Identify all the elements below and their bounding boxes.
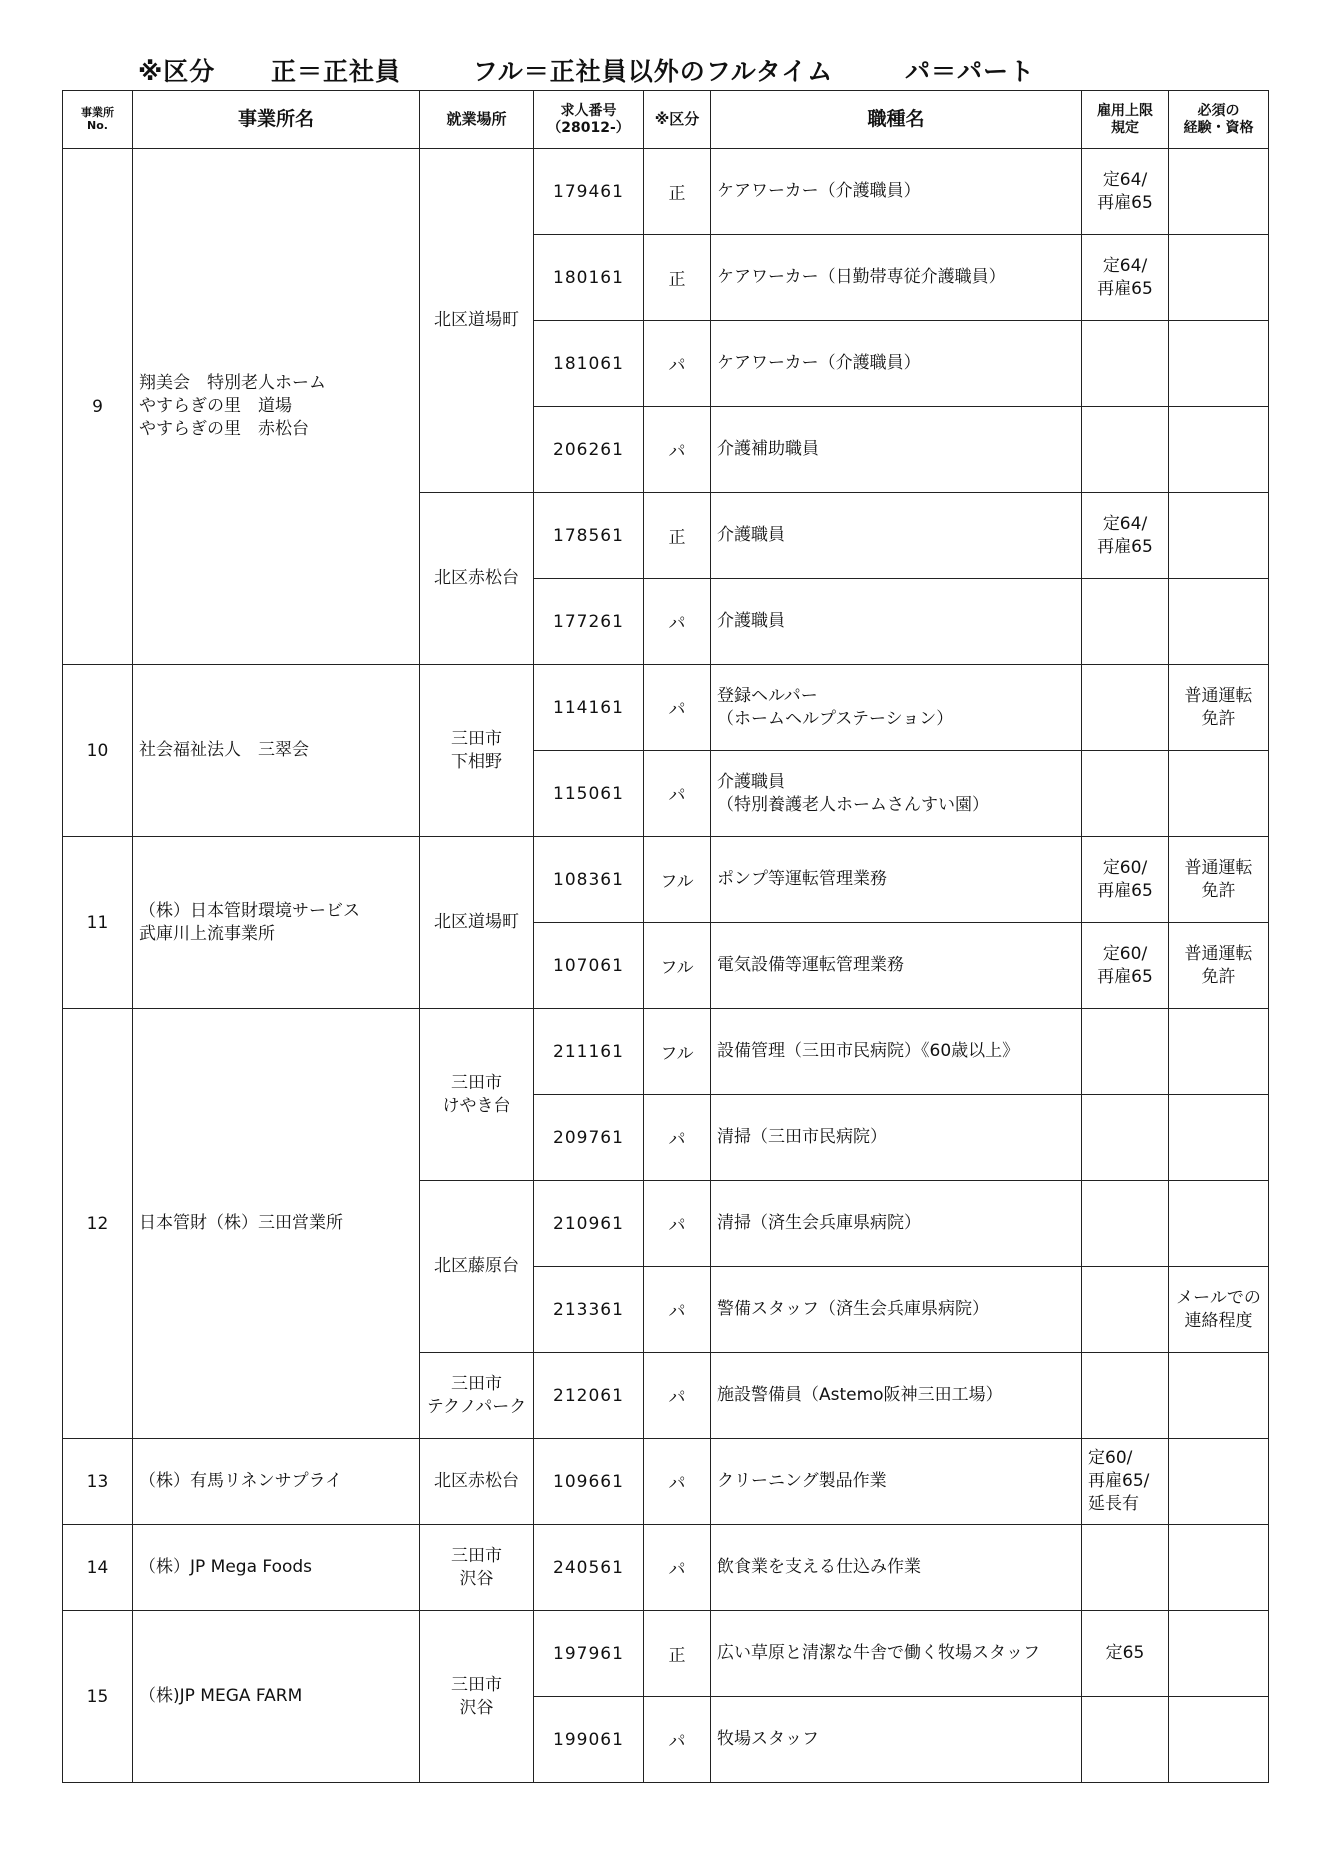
job-title: 設備管理（三田市民病院）《60歳以上》 — [711, 1009, 1082, 1095]
requirements — [1169, 751, 1269, 837]
employment-limit — [1082, 1525, 1169, 1611]
header-job-number: 求人番号 （28012-） — [534, 91, 644, 149]
job-title: 介護職員 （特別養護老人ホームさんすい園） — [711, 751, 1082, 837]
table-row — [63, 149, 1269, 235]
work-location: 北区赤松台 — [420, 493, 534, 665]
work-location: 三田市 沢谷 — [420, 1611, 534, 1783]
employment-limit — [1082, 1095, 1169, 1181]
table-row — [63, 1009, 1269, 1095]
employment-limit: 定60/ 再雇65 — [1082, 837, 1169, 923]
legend-full: フル＝正社員以外のフルタイム — [472, 57, 834, 86]
job-number: 114161 — [534, 665, 644, 751]
job-title: ケアワーカー（日勤帯専従介護職員） — [711, 235, 1082, 321]
requirements: 普通運転 免許 — [1169, 665, 1269, 751]
kubun-legend — [138, 52, 1035, 90]
table-row — [63, 1439, 1269, 1525]
kubun: パ — [644, 751, 711, 837]
job-number: 178561 — [534, 493, 644, 579]
kubun: フル — [644, 1009, 711, 1095]
job-title: 警備スタッフ（済生会兵庫県病院） — [711, 1267, 1082, 1353]
job-listing-table — [62, 90, 1269, 1783]
legend-title: ※区分 — [138, 57, 216, 86]
employment-limit — [1082, 407, 1169, 493]
office-no: 11 — [63, 837, 133, 1009]
employment-limit — [1082, 321, 1169, 407]
job-number: 240561 — [534, 1525, 644, 1611]
office-name: 日本管財（株）三田営業所 — [133, 1009, 420, 1439]
work-location: 三田市 沢谷 — [420, 1525, 534, 1611]
kubun: 正 — [644, 235, 711, 321]
work-location: 北区道場町 — [420, 149, 534, 493]
office-name: 社会福祉法人 三翠会 — [133, 665, 420, 837]
job-title: クリーニング製品作業 — [711, 1439, 1082, 1525]
requirements — [1169, 493, 1269, 579]
kubun: パ — [644, 1439, 711, 1525]
employment-limit — [1082, 1009, 1169, 1095]
job-title: 介護補助職員 — [711, 407, 1082, 493]
header-office-no: 事業所 No. — [63, 91, 133, 149]
office-name: （株）日本管財環境サービス 武庫川上流事業所 — [133, 837, 420, 1009]
work-location: 北区道場町 — [420, 837, 534, 1009]
work-location: 北区藤原台 — [420, 1181, 534, 1353]
employment-limit: 定60/ 再雇65/ 延長有 — [1082, 1439, 1169, 1525]
employment-limit: 定64/ 再雇65 — [1082, 235, 1169, 321]
requirements — [1169, 1009, 1269, 1095]
requirements — [1169, 321, 1269, 407]
table-row — [63, 837, 1269, 923]
requirements — [1169, 407, 1269, 493]
office-name: （株）有馬リネンサプライ — [133, 1439, 420, 1525]
work-location: 三田市 けやき台 — [420, 1009, 534, 1181]
requirements — [1169, 235, 1269, 321]
office-no: 10 — [63, 665, 133, 837]
job-title: 清掃（済生会兵庫県病院） — [711, 1181, 1082, 1267]
job-title: 登録ヘルパー （ホームヘルプステーション） — [711, 665, 1082, 751]
work-location: 三田市 下相野 — [420, 665, 534, 837]
employment-limit: 定65 — [1082, 1611, 1169, 1697]
job-title: 牧場スタッフ — [711, 1697, 1082, 1783]
job-number: 206261 — [534, 407, 644, 493]
employment-limit — [1082, 1353, 1169, 1439]
job-number: 109661 — [534, 1439, 644, 1525]
kubun: パ — [644, 579, 711, 665]
requirements — [1169, 579, 1269, 665]
requirements — [1169, 1181, 1269, 1267]
job-title: ケアワーカー（介護職員） — [711, 149, 1082, 235]
kubun: パ — [644, 321, 711, 407]
kubun: パ — [644, 665, 711, 751]
kubun: 正 — [644, 1611, 711, 1697]
kubun: フル — [644, 923, 711, 1009]
table-row — [63, 1611, 1269, 1697]
job-title: 施設警備員（Astemo阪神三田工場） — [711, 1353, 1082, 1439]
kubun: パ — [644, 1181, 711, 1267]
header-kubun: ※区分 — [644, 91, 711, 149]
header-location: 就業場所 — [420, 91, 534, 149]
kubun: パ — [644, 407, 711, 493]
office-no: 13 — [63, 1439, 133, 1525]
office-name: （株）JP Mega Foods — [133, 1525, 420, 1611]
office-no: 15 — [63, 1611, 133, 1783]
job-title: 介護職員 — [711, 493, 1082, 579]
legend-part: パ＝パート — [905, 57, 1036, 86]
requirements — [1169, 1353, 1269, 1439]
requirements — [1169, 1439, 1269, 1525]
requirements — [1169, 1611, 1269, 1697]
office-no: 9 — [63, 149, 133, 665]
employment-limit — [1082, 1181, 1169, 1267]
job-number: 115061 — [534, 751, 644, 837]
legend-seishain: 正＝正社員 — [271, 57, 402, 86]
kubun: 正 — [644, 493, 711, 579]
job-number: 211161 — [534, 1009, 644, 1095]
job-title: 広い草原と清潔な牛舎で働く牧場スタッフ — [711, 1611, 1082, 1697]
header-requirements: 必須の 経験・資格 — [1169, 91, 1269, 149]
office-name: （株)JP MEGA FARM — [133, 1611, 420, 1783]
kubun: パ — [644, 1267, 711, 1353]
kubun: 正 — [644, 149, 711, 235]
table-row — [63, 665, 1269, 751]
office-no: 14 — [63, 1525, 133, 1611]
job-number: 210961 — [534, 1181, 644, 1267]
job-title: ポンプ等運転管理業務 — [711, 837, 1082, 923]
requirements — [1169, 149, 1269, 235]
job-title: 飲食業を支える仕込み作業 — [711, 1525, 1082, 1611]
office-no: 12 — [63, 1009, 133, 1439]
employment-limit — [1082, 1267, 1169, 1353]
work-location: 三田市 テクノパーク — [420, 1353, 534, 1439]
employment-limit: 定64/ 再雇65 — [1082, 493, 1169, 579]
requirements: 普通運転 免許 — [1169, 923, 1269, 1009]
job-number: 180161 — [534, 235, 644, 321]
header-office-name: 事業所名 — [133, 91, 420, 149]
employment-limit: 定64/ 再雇65 — [1082, 149, 1169, 235]
job-number: 213361 — [534, 1267, 644, 1353]
job-title: 介護職員 — [711, 579, 1082, 665]
job-number: 197961 — [534, 1611, 644, 1697]
job-number: 209761 — [534, 1095, 644, 1181]
employment-limit — [1082, 1697, 1169, 1783]
requirements — [1169, 1697, 1269, 1783]
kubun: パ — [644, 1095, 711, 1181]
job-number: 108361 — [534, 837, 644, 923]
header-job-title: 職種名 — [711, 91, 1082, 149]
requirements — [1169, 1525, 1269, 1611]
job-number: 181061 — [534, 321, 644, 407]
kubun: パ — [644, 1697, 711, 1783]
job-title: ケアワーカー（介護職員） — [711, 321, 1082, 407]
work-location: 北区赤松台 — [420, 1439, 534, 1525]
job-number: 199061 — [534, 1697, 644, 1783]
kubun: パ — [644, 1353, 711, 1439]
requirements: メールでの 連絡程度 — [1169, 1267, 1269, 1353]
job-number: 212061 — [534, 1353, 644, 1439]
kubun: フル — [644, 837, 711, 923]
requirements: 普通運転 免許 — [1169, 837, 1269, 923]
job-title: 電気設備等運転管理業務 — [711, 923, 1082, 1009]
requirements — [1169, 1095, 1269, 1181]
job-number: 177261 — [534, 579, 644, 665]
header-row — [63, 91, 1269, 149]
job-title: 清掃（三田市民病院） — [711, 1095, 1082, 1181]
employment-limit: 定60/ 再雇65 — [1082, 923, 1169, 1009]
office-name: 翔美会 特別老人ホーム やすらぎの里 道場 やすらぎの里 赤松台 — [133, 149, 420, 665]
job-number: 107061 — [534, 923, 644, 1009]
employment-limit — [1082, 751, 1169, 837]
table-row — [63, 1525, 1269, 1611]
job-number: 179461 — [534, 149, 644, 235]
kubun: パ — [644, 1525, 711, 1611]
employment-limit — [1082, 579, 1169, 665]
employment-limit — [1082, 665, 1169, 751]
header-employment-limit: 雇用上限 規定 — [1082, 91, 1169, 149]
